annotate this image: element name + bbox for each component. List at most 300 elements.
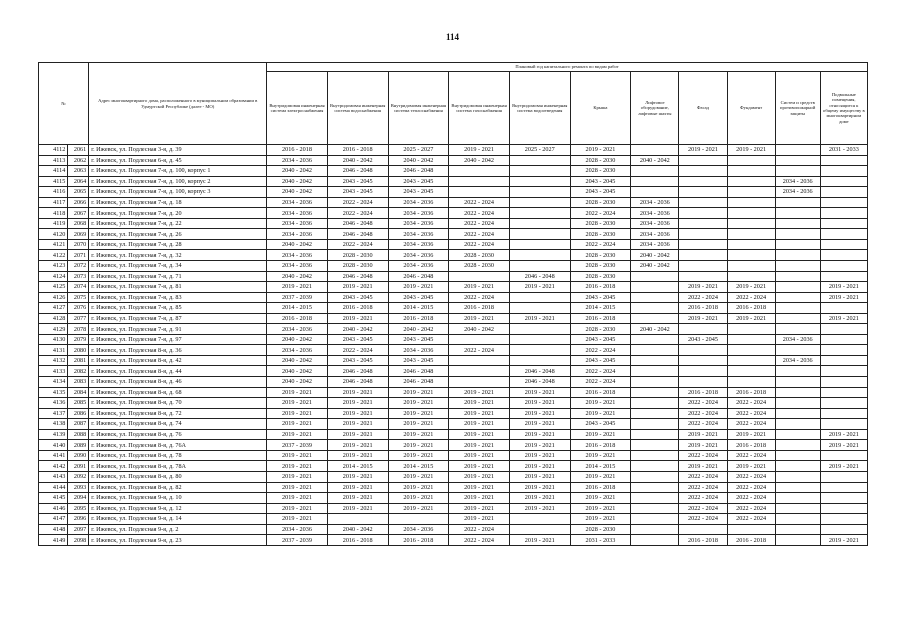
- row-period-cell: 2031 - 2033: [820, 145, 867, 156]
- row-period-cell: 2019 - 2021: [509, 535, 570, 546]
- row-period-cell: 2019 - 2021: [267, 398, 328, 409]
- row-period-cell: 2046 - 2048: [327, 377, 388, 388]
- column-header-work-type: Фасад: [679, 72, 727, 145]
- row-period-cell: [775, 155, 820, 166]
- row-period-cell: [727, 261, 775, 272]
- row-address: г. Ижевск, ул. Подлесная 7-я, д. 34: [89, 261, 267, 272]
- row-period-cell: 2028 - 2030: [327, 261, 388, 272]
- row-period-cell: [775, 208, 820, 219]
- row-period-cell: [679, 271, 727, 282]
- row-sub-number: 2085: [68, 398, 89, 409]
- row-number: 4133: [39, 366, 68, 377]
- row-period-cell: 2043 - 2045: [570, 292, 631, 303]
- row-number: 4112: [39, 145, 68, 156]
- row-number: 4127: [39, 303, 68, 314]
- row-period-cell: 2040 - 2042: [327, 155, 388, 166]
- row-period-cell: 2016 - 2018: [327, 535, 388, 546]
- row-sub-number: 2063: [68, 166, 89, 177]
- row-period-cell: 2028 - 2030: [449, 261, 510, 272]
- row-sub-number: 2076: [68, 303, 89, 314]
- row-sub-number: 2087: [68, 419, 89, 430]
- row-period-cell: 2019 - 2021: [679, 282, 727, 293]
- row-period-cell: 2034 - 2036: [631, 239, 679, 250]
- row-period-cell: [327, 514, 388, 525]
- table-row: [39, 482, 868, 493]
- row-period-cell: 2019 - 2021: [509, 282, 570, 293]
- row-period-cell: 2043 - 2045: [570, 176, 631, 187]
- row-period-cell: [509, 187, 570, 198]
- row-period-cell: [727, 334, 775, 345]
- row-period-cell: [679, 166, 727, 177]
- row-number: 4114: [39, 166, 68, 177]
- row-period-cell: 2019 - 2021: [449, 471, 510, 482]
- table-row: [39, 535, 868, 546]
- row-period-cell: 2040 - 2042: [267, 334, 328, 345]
- row-period-cell: 2040 - 2042: [631, 250, 679, 261]
- row-period-cell: [509, 176, 570, 187]
- row-period-cell: [631, 292, 679, 303]
- row-sub-number: 2070: [68, 239, 89, 250]
- column-header-work-type: Внутридомовая инженерная система водоснабжения: [327, 72, 388, 145]
- row-period-cell: [631, 145, 679, 156]
- row-period-cell: 2016 - 2018: [679, 387, 727, 398]
- row-sub-number: 2078: [68, 324, 89, 335]
- row-address: г. Ижевск, ул. Подлесная 7-я, д. 71: [89, 271, 267, 282]
- row-period-cell: 2046 - 2048: [388, 271, 449, 282]
- row-period-cell: 2031 - 2033: [570, 535, 631, 546]
- row-period-cell: 2019 - 2021: [509, 471, 570, 482]
- row-sub-number: 2088: [68, 429, 89, 440]
- row-period-cell: 2040 - 2042: [449, 155, 510, 166]
- row-period-cell: [727, 187, 775, 198]
- row-address: г. Ижевск, ул. Подлесная 7-я, д. 100, корпус 1: [89, 166, 267, 177]
- row-address: г. Ижевск, ул. Подлесная 7-я, д. 22: [89, 218, 267, 229]
- row-period-cell: 2019 - 2021: [449, 419, 510, 430]
- row-sub-number: 2094: [68, 493, 89, 504]
- row-period-cell: [631, 355, 679, 366]
- row-period-cell: 2034 - 2036: [267, 218, 328, 229]
- row-sub-number: 2067: [68, 208, 89, 219]
- row-address: г. Ижевск, ул. Подлесная 7-я, д. 91: [89, 324, 267, 335]
- row-period-cell: 2019 - 2021: [679, 461, 727, 472]
- row-period-cell: [820, 398, 867, 409]
- row-period-cell: [631, 440, 679, 451]
- row-period-cell: [631, 535, 679, 546]
- row-period-cell: [631, 176, 679, 187]
- row-period-cell: 2016 - 2018: [570, 387, 631, 398]
- row-period-cell: [509, 524, 570, 535]
- row-period-cell: 2022 - 2024: [727, 482, 775, 493]
- row-period-cell: 2028 - 2030: [570, 197, 631, 208]
- row-period-cell: [631, 398, 679, 409]
- row-address: г. Ижевск, ул. Подлесная 8-я, д. 78: [89, 450, 267, 461]
- row-period-cell: 2019 - 2021: [509, 450, 570, 461]
- row-period-cell: 2022 - 2024: [679, 292, 727, 303]
- row-period-cell: 2019 - 2021: [820, 461, 867, 472]
- row-period-cell: 2040 - 2042: [267, 366, 328, 377]
- row-number: 4146: [39, 503, 68, 514]
- page-number: 114: [445, 32, 459, 42]
- row-period-cell: 2037 - 2039: [267, 440, 328, 451]
- row-period-cell: [727, 366, 775, 377]
- row-period-cell: 2043 - 2045: [388, 334, 449, 345]
- row-period-cell: [631, 493, 679, 504]
- row-period-cell: [820, 514, 867, 525]
- row-period-cell: 2022 - 2024: [449, 197, 510, 208]
- row-period-cell: [679, 208, 727, 219]
- row-period-cell: 2019 - 2021: [727, 282, 775, 293]
- row-address: г. Ижевск, ул. Подлесная 8-я, д. 82: [89, 482, 267, 493]
- row-period-cell: [820, 155, 867, 166]
- row-period-cell: [679, 155, 727, 166]
- row-period-cell: 2019 - 2021: [267, 514, 328, 525]
- row-address: г. Ижевск, ул. Подлесная 7-я, д. 28: [89, 239, 267, 250]
- row-period-cell: 2019 - 2021: [267, 503, 328, 514]
- row-period-cell: 2022 - 2024: [679, 450, 727, 461]
- row-period-cell: 2022 - 2024: [727, 419, 775, 430]
- row-number: 4119: [39, 218, 68, 229]
- capital-repair-schedule-table: [38, 62, 868, 546]
- row-address: г. Ижевск, ул. Подлесная 8-я, д. 80: [89, 471, 267, 482]
- row-address: г. Ижевск, ул. Подлесная 7-я, д. 26: [89, 229, 267, 240]
- row-address: г. Ижевск, ул. Подлесная 7-я, д. 85: [89, 303, 267, 314]
- row-address: г. Ижевск, ул. Подлесная 7-я, д. 87: [89, 313, 267, 324]
- row-period-cell: 2028 - 2030: [449, 250, 510, 261]
- row-number: 4125: [39, 282, 68, 293]
- row-sub-number: 2081: [68, 355, 89, 366]
- row-period-cell: 2019 - 2021: [327, 282, 388, 293]
- table-row: [39, 366, 868, 377]
- row-sub-number: 2073: [68, 271, 89, 282]
- row-period-cell: 2043 - 2045: [679, 334, 727, 345]
- row-period-cell: [509, 218, 570, 229]
- row-sub-number: 2080: [68, 345, 89, 356]
- row-period-cell: 2034 - 2036: [775, 334, 820, 345]
- column-header-work-type: Систем и средств противопожарной защиты: [775, 72, 820, 145]
- row-period-cell: 2034 - 2036: [267, 250, 328, 261]
- row-period-cell: 2019 - 2021: [388, 408, 449, 419]
- row-period-cell: [509, 514, 570, 525]
- row-period-cell: [631, 282, 679, 293]
- row-period-cell: [631, 303, 679, 314]
- row-period-cell: [449, 166, 510, 177]
- row-address: г. Ижевск, ул. Подлесная 3-я, д. 39: [89, 145, 267, 156]
- row-period-cell: 2019 - 2021: [449, 387, 510, 398]
- row-period-cell: 2022 - 2024: [727, 493, 775, 504]
- row-period-cell: 2022 - 2024: [727, 450, 775, 461]
- row-period-cell: 2019 - 2021: [327, 482, 388, 493]
- row-period-cell: 2022 - 2024: [570, 377, 631, 388]
- row-period-cell: [631, 377, 679, 388]
- row-period-cell: 2019 - 2021: [327, 440, 388, 451]
- row-sub-number: 2089: [68, 440, 89, 451]
- row-period-cell: 2022 - 2024: [327, 239, 388, 250]
- row-period-cell: 2043 - 2045: [327, 355, 388, 366]
- table-row: [39, 166, 868, 177]
- row-period-cell: 2040 - 2042: [327, 524, 388, 535]
- row-period-cell: 2025 - 2027: [509, 145, 570, 156]
- column-header-work-type: Внутридомовая инженерная система газоснабжения: [449, 72, 510, 145]
- row-address: г. Ижевск, ул. Подлесная 9-я, д. 10: [89, 493, 267, 504]
- row-period-cell: 2034 - 2036: [388, 229, 449, 240]
- row-period-cell: 2019 - 2021: [820, 440, 867, 451]
- row-period-cell: 2019 - 2021: [327, 387, 388, 398]
- row-period-cell: 2028 - 2030: [570, 229, 631, 240]
- row-period-cell: 2016 - 2018: [570, 482, 631, 493]
- row-period-cell: 2019 - 2021: [820, 535, 867, 546]
- column-header-work-type: Внутридомовая инженерная система электроснабжения: [267, 72, 328, 145]
- row-period-cell: 2019 - 2021: [679, 440, 727, 451]
- row-period-cell: 2040 - 2042: [267, 166, 328, 177]
- row-period-cell: [509, 303, 570, 314]
- row-period-cell: 2043 - 2045: [570, 419, 631, 430]
- row-period-cell: 2028 - 2030: [570, 250, 631, 261]
- table-row: [39, 261, 868, 272]
- row-period-cell: [820, 482, 867, 493]
- row-period-cell: 2034 - 2036: [388, 197, 449, 208]
- table-row: [39, 218, 868, 229]
- row-number: 4113: [39, 155, 68, 166]
- row-period-cell: 2016 - 2018: [679, 535, 727, 546]
- row-period-cell: 2034 - 2036: [388, 208, 449, 219]
- row-period-cell: 2019 - 2021: [820, 429, 867, 440]
- row-period-cell: [509, 155, 570, 166]
- column-header-work-type: Лифтовое оборудование, лифтовые шахты: [631, 72, 679, 145]
- row-period-cell: 2022 - 2024: [727, 503, 775, 514]
- row-period-cell: 2034 - 2036: [267, 155, 328, 166]
- row-period-cell: [727, 345, 775, 356]
- row-period-cell: [631, 514, 679, 525]
- row-period-cell: 2022 - 2024: [327, 345, 388, 356]
- row-period-cell: 2022 - 2024: [679, 482, 727, 493]
- row-period-cell: 2034 - 2036: [775, 176, 820, 187]
- row-period-cell: [509, 229, 570, 240]
- row-period-cell: [820, 218, 867, 229]
- row-period-cell: [820, 524, 867, 535]
- row-address: г. Ижевск, ул. Подлесная 7-я, д. 32: [89, 250, 267, 261]
- row-period-cell: 2034 - 2036: [388, 250, 449, 261]
- row-period-cell: 2034 - 2036: [631, 218, 679, 229]
- row-period-cell: 2037 - 2039: [267, 535, 328, 546]
- row-period-cell: 2046 - 2048: [509, 377, 570, 388]
- row-period-cell: 2019 - 2021: [509, 429, 570, 440]
- row-period-cell: [727, 524, 775, 535]
- row-period-cell: [679, 176, 727, 187]
- row-address: г. Ижевск, ул. Подлесная 7-я, д. 20: [89, 208, 267, 219]
- row-period-cell: 2019 - 2021: [388, 440, 449, 451]
- row-period-cell: 2014 - 2015: [570, 303, 631, 314]
- row-number: 4143: [39, 471, 68, 482]
- row-period-cell: [820, 377, 867, 388]
- column-header-work-type: Внутридомовая инженерная система теплоснабжения: [388, 72, 449, 145]
- row-period-cell: 2022 - 2024: [679, 398, 727, 409]
- row-period-cell: 2046 - 2048: [327, 166, 388, 177]
- row-period-cell: 2022 - 2024: [449, 218, 510, 229]
- row-period-cell: 2019 - 2021: [509, 493, 570, 504]
- column-header-work-type: Фундамент: [727, 72, 775, 145]
- row-address: г. Ижевск, ул. Подлесная 8-я, д. 78А: [89, 461, 267, 472]
- row-sub-number: 2096: [68, 514, 89, 525]
- column-group-header: Плановый год капитального ремонта по видам работ: [267, 63, 868, 72]
- row-period-cell: 2040 - 2042: [631, 155, 679, 166]
- row-period-cell: 2019 - 2021: [388, 419, 449, 430]
- row-period-cell: 2028 - 2030: [570, 271, 631, 282]
- row-number: 4122: [39, 250, 68, 261]
- row-period-cell: [820, 450, 867, 461]
- row-period-cell: 2043 - 2045: [388, 292, 449, 303]
- row-period-cell: 2019 - 2021: [509, 398, 570, 409]
- row-period-cell: [727, 229, 775, 240]
- row-period-cell: [509, 355, 570, 366]
- row-period-cell: [820, 503, 867, 514]
- row-period-cell: 2022 - 2024: [727, 408, 775, 419]
- row-period-cell: [727, 324, 775, 335]
- row-period-cell: 2022 - 2024: [679, 408, 727, 419]
- row-period-cell: [820, 176, 867, 187]
- table-row: [39, 155, 868, 166]
- row-number: 4115: [39, 176, 68, 187]
- row-sub-number: 2061: [68, 145, 89, 156]
- row-period-cell: [820, 271, 867, 282]
- row-period-cell: [727, 155, 775, 166]
- row-period-cell: [679, 366, 727, 377]
- row-period-cell: 2022 - 2024: [449, 208, 510, 219]
- row-period-cell: [775, 398, 820, 409]
- row-period-cell: 2019 - 2021: [449, 450, 510, 461]
- row-sub-number: 2074: [68, 282, 89, 293]
- row-period-cell: [631, 345, 679, 356]
- table-row: [39, 514, 868, 525]
- row-period-cell: [775, 292, 820, 303]
- row-address: г. Ижевск, ул. Подлесная 8-я, д. 68: [89, 387, 267, 398]
- row-period-cell: 2019 - 2021: [820, 282, 867, 293]
- row-period-cell: [775, 377, 820, 388]
- row-address: г. Ижевск, ул. Подлесная 9-я, д. 12: [89, 503, 267, 514]
- row-period-cell: 2016 - 2018: [727, 535, 775, 546]
- row-period-cell: 2034 - 2036: [631, 229, 679, 240]
- row-period-cell: 2028 - 2030: [570, 155, 631, 166]
- row-address: г. Ижевск, ул. Подлесная 7-я, д. 81: [89, 282, 267, 293]
- row-number: 4128: [39, 313, 68, 324]
- row-period-cell: [820, 408, 867, 419]
- row-address: г. Ижевск, ул. Подлесная 7-я, д. 100, корпус 3: [89, 187, 267, 198]
- row-number: 4149: [39, 535, 68, 546]
- row-number: 4145: [39, 493, 68, 504]
- table-row: [39, 440, 868, 451]
- row-period-cell: 2043 - 2045: [570, 334, 631, 345]
- row-period-cell: 2022 - 2024: [679, 514, 727, 525]
- row-period-cell: [631, 450, 679, 461]
- row-period-cell: [727, 250, 775, 261]
- row-period-cell: [727, 208, 775, 219]
- row-period-cell: [775, 271, 820, 282]
- row-period-cell: [775, 239, 820, 250]
- row-period-cell: 2016 - 2018: [449, 303, 510, 314]
- row-period-cell: 2034 - 2036: [775, 355, 820, 366]
- row-period-cell: 2019 - 2021: [327, 503, 388, 514]
- row-period-cell: [509, 345, 570, 356]
- row-period-cell: [449, 377, 510, 388]
- row-period-cell: 2028 - 2030: [570, 324, 631, 335]
- row-period-cell: 2034 - 2036: [631, 197, 679, 208]
- row-period-cell: [775, 166, 820, 177]
- row-sub-number: 2069: [68, 229, 89, 240]
- row-address: г. Ижевск, ул. Подлесная 8-я, д. 74: [89, 419, 267, 430]
- row-period-cell: 2022 - 2024: [327, 197, 388, 208]
- row-period-cell: 2040 - 2042: [267, 239, 328, 250]
- row-period-cell: [775, 313, 820, 324]
- row-period-cell: [820, 239, 867, 250]
- row-number: 4140: [39, 440, 68, 451]
- row-period-cell: 2019 - 2021: [449, 313, 510, 324]
- row-period-cell: 2014 - 2015: [388, 461, 449, 472]
- row-number: 4126: [39, 292, 68, 303]
- row-period-cell: 2046 - 2048: [388, 366, 449, 377]
- column-header-address: Адрес многоквартирного дома, расположенного в муниципальном образовании в Удмуртской Республике (далее - МО): [89, 63, 267, 145]
- row-period-cell: [820, 387, 867, 398]
- row-period-cell: 2014 - 2015: [267, 303, 328, 314]
- row-number: 4144: [39, 482, 68, 493]
- row-period-cell: [509, 261, 570, 272]
- row-period-cell: [820, 324, 867, 335]
- row-period-cell: 2019 - 2021: [449, 482, 510, 493]
- row-period-cell: [388, 514, 449, 525]
- row-period-cell: [631, 187, 679, 198]
- row-period-cell: 2019 - 2021: [509, 482, 570, 493]
- table-row: [39, 334, 868, 345]
- row-period-cell: 2019 - 2021: [388, 471, 449, 482]
- row-period-cell: 2043 - 2045: [570, 355, 631, 366]
- row-sub-number: 2097: [68, 524, 89, 535]
- table-row: [39, 387, 868, 398]
- row-period-cell: [679, 261, 727, 272]
- row-period-cell: 2034 - 2036: [267, 345, 328, 356]
- row-address: г. Ижевск, ул. Подлесная 7-я, д. 100, корпус 2: [89, 176, 267, 187]
- row-period-cell: [775, 471, 820, 482]
- row-sub-number: 2065: [68, 187, 89, 198]
- row-period-cell: 2019 - 2021: [570, 471, 631, 482]
- row-period-cell: 2034 - 2036: [267, 261, 328, 272]
- row-period-cell: 2019 - 2021: [388, 493, 449, 504]
- table-row: [39, 197, 868, 208]
- row-period-cell: [631, 166, 679, 177]
- row-period-cell: 2034 - 2036: [631, 208, 679, 219]
- row-period-cell: [679, 187, 727, 198]
- row-period-cell: 2046 - 2048: [509, 366, 570, 377]
- row-period-cell: 2019 - 2021: [388, 282, 449, 293]
- row-period-cell: 2043 - 2045: [388, 176, 449, 187]
- row-period-cell: [631, 334, 679, 345]
- row-period-cell: 2040 - 2042: [631, 261, 679, 272]
- row-period-cell: [775, 408, 820, 419]
- row-period-cell: 2022 - 2024: [727, 471, 775, 482]
- row-number: 4130: [39, 334, 68, 345]
- row-period-cell: 2028 - 2030: [327, 250, 388, 261]
- row-sub-number: 2066: [68, 197, 89, 208]
- row-address: г. Ижевск, ул. Подлесная 7-я, д. 18: [89, 197, 267, 208]
- row-period-cell: 2019 - 2021: [388, 503, 449, 514]
- row-period-cell: 2040 - 2042: [631, 324, 679, 335]
- row-period-cell: 2019 - 2021: [679, 429, 727, 440]
- table-row: [39, 493, 868, 504]
- row-period-cell: 2046 - 2048: [327, 271, 388, 282]
- row-period-cell: 2019 - 2021: [449, 503, 510, 514]
- row-period-cell: [509, 239, 570, 250]
- row-period-cell: [631, 503, 679, 514]
- row-period-cell: [820, 471, 867, 482]
- row-period-cell: 2040 - 2042: [267, 377, 328, 388]
- row-period-cell: 2034 - 2036: [267, 197, 328, 208]
